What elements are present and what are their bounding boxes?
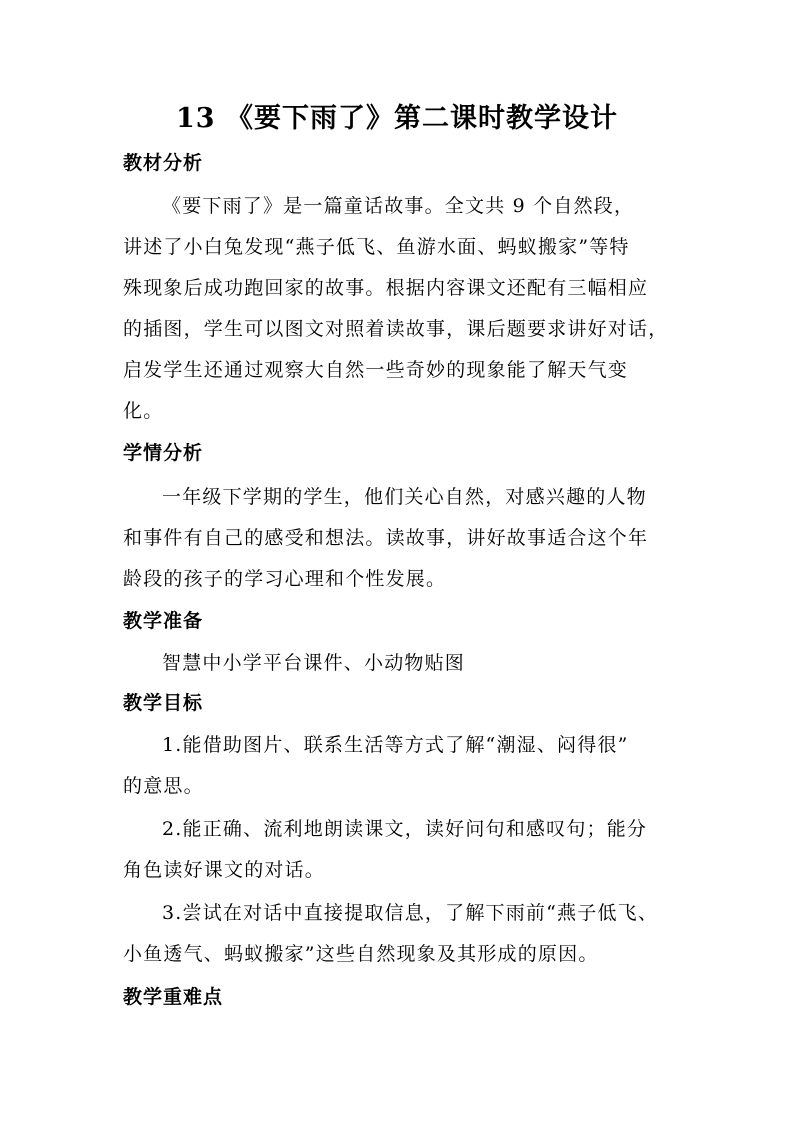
heading-key-points: 教学重难点	[123, 986, 224, 1008]
paragraph-line: 智慧中小学平台课件、小动物贴图	[162, 652, 466, 674]
goal-line: 的意思。	[123, 775, 204, 797]
paragraph-line: 启发学生还通过观察大自然一些奇妙的现象能了解天气变	[123, 359, 629, 381]
paragraph-line: 化。	[123, 400, 164, 422]
goal-line: 小鱼透气、蚂蚁搬家”这些自然现象及其形成的原因。	[123, 943, 599, 965]
paragraph-line: 一年级下学期的学生，他们关心自然，对感兴趣的人物	[162, 486, 647, 508]
heading-teaching-preparation: 教学准备	[123, 610, 204, 632]
paragraph-line: 讲述了小白兔发现“燕子低飞、鱼游水面、蚂蚁搬家”等特	[123, 236, 630, 258]
paragraph-line: 龄段的孩子的学习心理和个性发展。	[123, 568, 447, 590]
goal-line: 2.能正确、流利地朗读课文，读好问句和感叹句；能分	[162, 818, 648, 840]
document-title: 13 《要下雨了》第二课时教学设计	[176, 103, 618, 134]
heading-textbook-analysis: 教材分析	[123, 152, 204, 174]
paragraph-line: 的插图，学生可以图文对照着读故事，课后题要求讲好对话，	[123, 318, 669, 340]
heading-student-analysis: 学情分析	[123, 442, 204, 464]
paragraph-line: 和事件有自己的感受和想法。读故事，讲好故事适合这个年	[123, 527, 649, 549]
goal-line: 1.能借助图片、联系生活等方式了解“潮湿、闷得很”	[162, 734, 629, 756]
paragraph-line: 殊现象后成功跑回家的故事。根据内容课文还配有三幅相应	[123, 277, 649, 299]
goal-line: 角色读好课文的对话。	[123, 859, 326, 881]
heading-teaching-goals: 教学目标	[123, 692, 204, 714]
goal-line: 3.尝试在对话中直接提取信息，了解下雨前“燕子低飞、	[162, 902, 659, 924]
paragraph-line: 《要下雨了》是一篇童话故事。全文共 9 个自然段，	[162, 195, 635, 217]
